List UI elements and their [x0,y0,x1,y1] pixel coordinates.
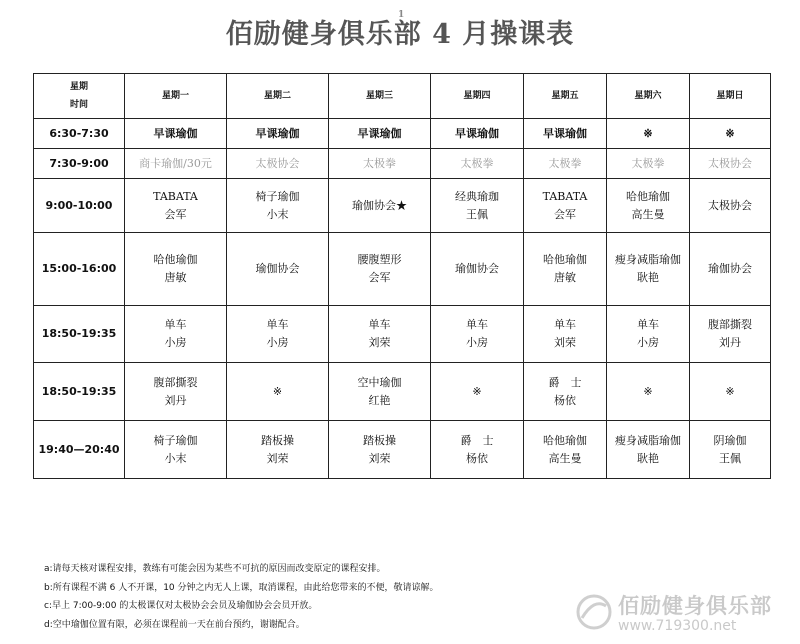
class-cell [690,363,771,421]
header-row [34,74,771,119]
instructor-name: 小房 [266,336,289,349]
class-name: 踏板操 [363,433,396,447]
class-name: 太极拳 [460,156,494,170]
day-header: 星期六 [607,74,690,119]
class-cell [431,179,524,233]
class-name: 瑜伽协会 [455,262,499,275]
class-name: TABATA [542,189,588,203]
class-name: 早课瑜伽 [255,126,300,140]
instructor-name: 红艳 [368,393,391,407]
class-name: 哈他瑜伽 [153,253,198,266]
class-name: 商卡瑜伽/30元 [139,156,212,170]
watermark-text: 佰励健身俱乐部 [618,594,772,618]
instructor-name: 刘荣 [368,451,391,465]
class-name: 经典瑜珈 [455,189,499,203]
note-line: b:所有课程不满 6 人不开课，10 分钟之内无人上课，取消课程，由此给您带来的不便，敬请谅解。 [44,582,439,593]
day-header: 星期三 [329,74,431,119]
class-name: 太极拳 [548,156,582,170]
instructor-name: 刘丹 [164,393,187,407]
day-header: 星期一 [125,74,227,119]
class-name: 单车 [466,318,488,331]
schedule-row [34,233,771,306]
time-cell: 7:30-9:00 [34,149,125,179]
class-cell [227,119,329,149]
class-name: 早课瑜伽 [153,126,198,140]
class-name: 椅子瑜伽 [153,433,198,447]
class-cell [329,149,431,179]
class-cell [431,119,524,149]
instructor-name: 会军 [554,207,576,221]
class-cell [524,149,607,179]
instructor-name: 刘荣 [368,336,391,349]
class-name: 单车 [637,318,659,331]
schedule-row [34,179,771,233]
class-cell [125,233,227,306]
title-mark: 1 [398,10,406,20]
class-cell [227,179,329,233]
class-cell [524,179,607,233]
day-header: 星期二 [227,74,329,119]
class-cell [227,363,329,421]
instructor-name: 王佩 [466,207,488,221]
class-name: 瑜伽协会★ [352,198,407,212]
class-name: ※ [725,384,735,398]
class-name: 早课瑜伽 [543,126,587,140]
day-header: 星期五 [524,74,607,119]
schedule-table [33,73,771,479]
instructor-name: 刘丹 [719,336,741,349]
class-cell [125,306,227,363]
instructor-name: 杨依 [554,393,576,407]
class-name: 太极协会 [708,156,752,170]
class-name: 哈他瑜伽 [543,433,587,447]
class-cell [690,306,771,363]
class-cell [431,233,524,306]
instructor-name: 唐敏 [164,271,187,284]
class-cell [524,421,607,479]
schedule-row [34,119,771,149]
class-name: 早课瑜伽 [455,126,499,140]
class-cell [125,363,227,421]
instructor-name: 高生曼 [548,451,582,465]
class-cell [227,306,329,363]
class-cell [329,363,431,421]
class-cell [607,233,690,306]
class-cell [227,233,329,306]
class-cell [329,421,431,479]
class-name: 单车 [368,318,391,331]
class-cell [607,179,690,233]
instructor-name: 高生曼 [631,207,665,221]
instructor-name: 杨依 [466,451,488,465]
corner-header [34,74,125,119]
note-line: d:空中瑜伽位置有限，必须在课程前一天在前台预约，谢谢配合。 [44,619,305,630]
class-name: 腹部撕裂 [708,318,752,331]
notes-section [44,560,644,634]
class-name: 瑜伽协会 [255,262,300,275]
time-cell: 6:30-7:30 [34,119,125,149]
instructor-name: 刘荣 [266,451,289,465]
watermark [570,588,790,640]
class-name: 单车 [554,318,576,331]
class-name: 太极拳 [363,156,396,170]
class-cell [607,363,690,421]
time-cell: 15:00-16:00 [34,233,125,306]
class-cell [607,306,690,363]
class-cell [607,119,690,149]
watermark-url: www.719300.net [618,618,737,634]
class-cell [125,119,227,149]
day-header: 星期四 [431,74,524,119]
schedule-row [34,149,771,179]
instructor-name: 刘荣 [554,336,576,349]
watermark-logo-icon [574,592,614,632]
schedule-row [34,421,771,479]
instructor-name: 小末 [164,451,187,465]
class-name: 哈他瑜伽 [543,253,587,266]
class-cell [125,421,227,479]
class-name: 单车 [164,318,187,331]
class-cell [431,421,524,479]
time-cell: 9:00-10:00 [34,179,125,233]
instructor-name: 耿艳 [637,271,659,284]
class-cell [690,233,771,306]
class-cell [125,179,227,233]
class-name: ※ [643,126,653,140]
time-cell: 18:50-19:35 [34,306,125,363]
class-name: 腹部撕裂 [153,375,198,389]
instructor-name: 小房 [637,336,659,349]
class-name: 爵 士 [460,433,494,447]
class-name: 单车 [266,318,289,331]
title-text: 佰励健身俱乐部 4 月操课表 [225,19,575,50]
class-name: TABATA [153,189,198,203]
schedule-row [34,306,771,363]
class-cell [227,149,329,179]
class-name: 爵 士 [548,375,582,389]
class-name: 腰腹塑形 [357,253,402,266]
class-cell [431,149,524,179]
class-cell [524,363,607,421]
class-cell [690,119,771,149]
note-line: a:请每天核对课程安排，教练有可能会因为某些不可抗的原因而改变原定的课程安排。 [44,564,386,574]
class-cell [329,179,431,233]
class-cell [524,306,607,363]
class-cell [329,233,431,306]
corner-bottom: 时间 [69,100,88,110]
corner-top: 星期 [69,82,88,92]
class-cell [431,306,524,363]
instructor-name: 小房 [466,336,488,349]
class-cell [329,306,431,363]
time-cell: 18:50-19:35 [34,363,125,421]
instructor-name: 耿艳 [637,451,659,465]
instructor-name: 王佩 [719,451,741,465]
class-cell [431,363,524,421]
class-cell [125,149,227,179]
class-name: 踏板操 [261,433,294,447]
class-name: 瘦身减脂瑜伽 [615,253,681,266]
class-name: ※ [272,384,283,398]
instructor-name: 会军 [164,207,187,221]
class-cell [690,149,771,179]
schedule-row [34,363,771,421]
class-name: 太极协会 [708,198,752,212]
class-cell [524,119,607,149]
class-cell [227,421,329,479]
class-cell [607,421,690,479]
instructor-name: 小房 [164,336,187,349]
time-cell: 19:40—20:40 [34,421,125,479]
class-name: 空中瑜伽 [357,375,402,389]
class-cell [329,119,431,149]
class-name: 瑜伽协会 [708,262,752,275]
class-cell [524,233,607,306]
class-name: 椅子瑜伽 [255,189,300,203]
instructor-name: 唐敏 [554,271,576,284]
class-name: ※ [472,384,482,398]
class-cell [690,421,771,479]
class-name: 太极协会 [255,156,300,170]
note-line: c:早上 7:00-9:00 的太极课仅对太极协会会员及瑜伽协会会员开放。 [44,601,318,611]
instructor-name: 会军 [368,271,391,284]
day-header: 星期日 [690,74,771,119]
class-name: 早课瑜伽 [357,126,402,140]
class-name: 瘦身减脂瑜伽 [615,433,681,447]
class-cell [690,179,771,233]
page-title [0,12,800,51]
instructor-name: 小末 [266,207,289,221]
class-name: 太极拳 [631,156,665,170]
class-cell [607,149,690,179]
class-name: 哈他瑜伽 [626,189,670,203]
class-name: 阴瑜伽 [713,433,747,447]
class-name: ※ [725,126,735,140]
class-name: ※ [643,384,653,398]
